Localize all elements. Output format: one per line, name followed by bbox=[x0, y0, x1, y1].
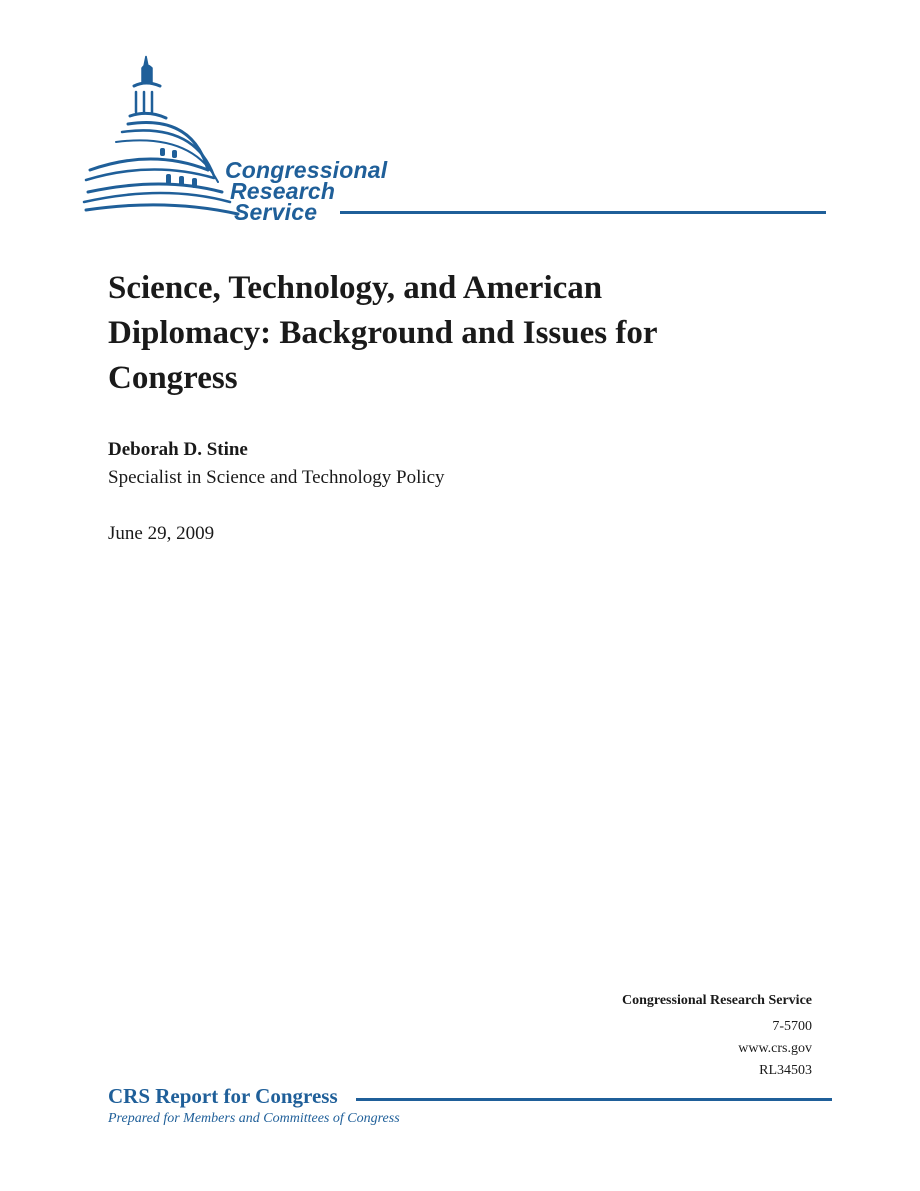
publisher-info bbox=[622, 990, 812, 1082]
author-name: Deborah D. Stine bbox=[108, 439, 248, 460]
logo-rule bbox=[340, 211, 826, 214]
document-title: Science, Technology, and American Diplomacy: Background and Issues for Congress bbox=[108, 270, 657, 396]
author-title: Specialist in Science and Technology Policy bbox=[108, 467, 445, 488]
crs-logo bbox=[82, 52, 832, 227]
logo-text-line-2: Research bbox=[230, 178, 336, 204]
logo-text-line-3: Service bbox=[234, 199, 318, 225]
publication-date: June 29, 2009 bbox=[108, 523, 215, 544]
publisher-name: Congressional Research Service bbox=[621, 993, 812, 1008]
capitol-dome-icon bbox=[82, 52, 242, 227]
footer-subtitle: Prepared for Members and Committees of Congress bbox=[108, 1111, 400, 1126]
publisher-website: www.crs.gov bbox=[738, 1041, 812, 1056]
footer-title: CRS Report for Congress bbox=[108, 1084, 338, 1108]
logo-text-line-1: Congressional bbox=[225, 157, 388, 183]
footer-rule bbox=[356, 1098, 832, 1101]
publisher-code: 7-5700 bbox=[772, 1019, 812, 1034]
report-number: RL34503 bbox=[759, 1063, 812, 1078]
